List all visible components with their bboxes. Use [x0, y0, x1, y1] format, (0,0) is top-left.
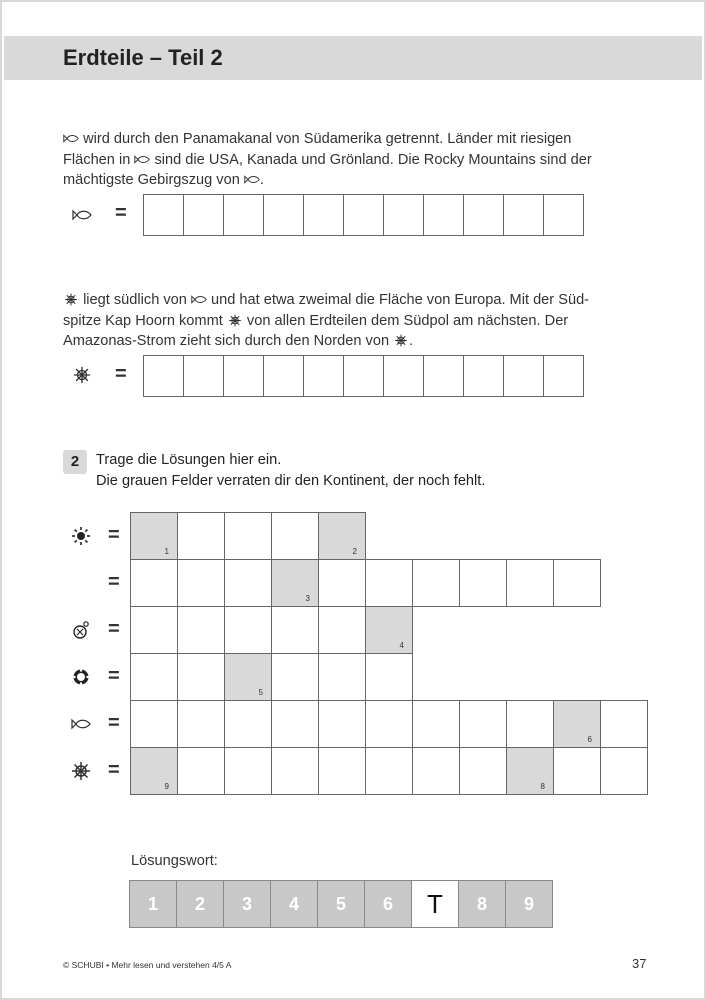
answer-box[interactable]: [264, 355, 304, 397]
fish-icon: [71, 714, 91, 734]
crossword-cell[interactable]: [365, 700, 413, 748]
crossword-cell[interactable]: [130, 606, 178, 654]
crossword-cell[interactable]: [224, 700, 272, 748]
moon-icon: [71, 573, 91, 593]
ship-wheel-icon: [63, 293, 79, 306]
crossword-cell[interactable]: [600, 747, 648, 795]
crossword-cell[interactable]: [459, 747, 507, 795]
crossword-cell-highlighted[interactable]: [318, 512, 366, 560]
equals-sign: =: [108, 618, 120, 640]
cell-number: 6: [587, 735, 592, 744]
ship-wheel-icon: [73, 366, 91, 384]
cell-number: 8: [540, 782, 545, 791]
flower-icon: [71, 667, 91, 687]
crossword-cell[interactable]: [318, 700, 366, 748]
solution-label: Lösungswort:: [131, 853, 218, 869]
sun-icon: [71, 526, 91, 546]
answer-box[interactable]: [464, 355, 504, 397]
crossword-row: [131, 653, 413, 701]
page-title: Erdteile – Teil 2: [63, 45, 223, 70]
crossword-cell-highlighted[interactable]: [365, 606, 413, 654]
solution-cell[interactable]: 2: [176, 880, 224, 928]
answer-box[interactable]: [224, 194, 264, 236]
answer-box[interactable]: [184, 194, 224, 236]
crossword-cell[interactable]: [412, 559, 460, 607]
solution-cell[interactable]: 1: [129, 880, 177, 928]
cell-number: 2: [352, 547, 357, 556]
cell-number: 4: [399, 641, 404, 650]
crossword-cell[interactable]: [459, 559, 507, 607]
solution-cell[interactable]: 9: [505, 880, 553, 928]
solution-cell[interactable]: 6: [364, 880, 412, 928]
cell-number: 1: [164, 547, 169, 556]
crossword-cell[interactable]: [365, 747, 413, 795]
crossword-cell[interactable]: [412, 747, 460, 795]
crossword-cell[interactable]: [506, 700, 554, 748]
paragraph-south-america: liegt südlich von und hat etwa zweimal die Fläche von Europa. Mit der Süd- spitze Kap Hoorn kommt von allen Erdteilen dem Südpol am nächsten. Der Amazonas-Strom zieht sich durch den Norden von .: [63, 292, 590, 349]
footer-copyright: © SCHUBI • Mehr lesen und verstehen 4/5 A: [63, 960, 232, 970]
answer-box[interactable]: [384, 194, 424, 236]
crossword-row: [131, 606, 413, 654]
equals-sign: =: [108, 524, 120, 546]
answer-box[interactable]: [384, 355, 424, 397]
crossword-cell[interactable]: [271, 512, 319, 560]
task-instruction-hint: Die grauen Felder verraten dir den Kontinent, der noch fehlt.: [96, 473, 486, 489]
crossword-row: [131, 700, 648, 748]
crossword-cell[interactable]: [365, 653, 413, 701]
crossword-cell[interactable]: [318, 653, 366, 701]
ship-wheel-icon: [393, 334, 409, 347]
crossword-cell-highlighted[interactable]: [130, 747, 178, 795]
solution-cell[interactable]: 5: [317, 880, 365, 928]
fish-icon: [134, 153, 150, 166]
crossword-cell[interactable]: [318, 559, 366, 607]
crossword-cell-highlighted[interactable]: [553, 700, 601, 748]
answer-boxes-south-america: [143, 355, 584, 397]
crossword-cell[interactable]: [506, 559, 554, 607]
crossword-cell[interactable]: [412, 700, 460, 748]
equals-sign: =: [115, 363, 127, 385]
solution-cell[interactable]: 8: [458, 880, 506, 928]
crossword-cell[interactable]: [271, 606, 319, 654]
crossword-cell-highlighted[interactable]: [224, 653, 272, 701]
crossword-cell[interactable]: [177, 747, 225, 795]
solution-word-row: [130, 880, 553, 928]
crossword-cell[interactable]: [459, 700, 507, 748]
answer-box[interactable]: [544, 355, 584, 397]
task-instruction: Trage die Lösungen hier ein.: [96, 452, 282, 468]
page-number: 37: [632, 956, 647, 971]
fish-icon: [244, 173, 260, 186]
ship-wheel-icon: [227, 314, 243, 327]
equals-sign: =: [108, 571, 120, 593]
ship-wheel-icon: [71, 761, 91, 781]
answer-box[interactable]: [544, 194, 584, 236]
fish-icon: [72, 207, 92, 223]
equals-sign: =: [108, 665, 120, 687]
crossword-cell[interactable]: [177, 653, 225, 701]
crossword-cell[interactable]: [224, 606, 272, 654]
crossword-cell[interactable]: [600, 700, 648, 748]
crossword-row: [131, 512, 366, 560]
equals-sign: =: [108, 759, 120, 781]
crossword-cell[interactable]: [130, 700, 178, 748]
paragraph-north-america: wird durch den Panamakanal von Südamerika getrennt. Länder mit riesigen Flächen in sind die USA, Kanada und Grönland. Die Rocky Mountains sind der mächtigste Gebirgszug von .: [63, 131, 592, 188]
answer-box[interactable]: [424, 194, 464, 236]
solution-cell[interactable]: T: [411, 880, 459, 928]
snail-icon: [71, 620, 91, 640]
answer-box[interactable]: [144, 355, 184, 397]
crossword-cell[interactable]: [177, 606, 225, 654]
crossword-cell[interactable]: [318, 747, 366, 795]
answer-boxes-north-america: [143, 194, 584, 236]
solution-cell[interactable]: 4: [270, 880, 318, 928]
crossword-cell[interactable]: [177, 512, 225, 560]
answer-box[interactable]: [464, 194, 504, 236]
answer-box[interactable]: [264, 194, 304, 236]
answer-box[interactable]: [344, 355, 384, 397]
answer-box[interactable]: [224, 355, 264, 397]
cell-number: 3: [305, 594, 310, 603]
crossword-row: [131, 559, 601, 607]
answer-box[interactable]: [304, 194, 344, 236]
crossword-cell[interactable]: [271, 700, 319, 748]
crossword-cell[interactable]: [224, 512, 272, 560]
crossword-cell[interactable]: [177, 559, 225, 607]
crossword-cell[interactable]: [130, 653, 178, 701]
answer-box[interactable]: [184, 355, 224, 397]
answer-box[interactable]: [304, 355, 344, 397]
crossword-cell[interactable]: [365, 559, 413, 607]
task-number-badge: 2: [63, 450, 87, 474]
equals-sign: =: [108, 712, 120, 734]
equals-sign: =: [115, 202, 127, 224]
crossword-cell[interactable]: [553, 747, 601, 795]
answer-box[interactable]: [424, 355, 464, 397]
crossword-cell-highlighted[interactable]: [271, 559, 319, 607]
answer-box[interactable]: [144, 194, 184, 236]
crossword-cell-highlighted[interactable]: [506, 747, 554, 795]
crossword-cell[interactable]: [177, 700, 225, 748]
crossword-row: [131, 747, 648, 795]
crossword-cell[interactable]: [553, 559, 601, 607]
crossword-cell[interactable]: [318, 606, 366, 654]
fish-icon: [191, 293, 207, 306]
fish-icon: [63, 132, 79, 145]
cell-number: 5: [258, 688, 263, 697]
answer-box[interactable]: [504, 194, 544, 236]
solution-cell[interactable]: 3: [223, 880, 271, 928]
crossword-cell[interactable]: [130, 559, 178, 607]
answer-box[interactable]: [344, 194, 384, 236]
cell-number: 9: [164, 782, 169, 791]
crossword-cell[interactable]: [224, 747, 272, 795]
crossword-cell[interactable]: [271, 653, 319, 701]
crossword-cell[interactable]: [271, 747, 319, 795]
answer-box[interactable]: [504, 355, 544, 397]
crossword-cell[interactable]: [224, 559, 272, 607]
crossword-cell-highlighted[interactable]: [130, 512, 178, 560]
